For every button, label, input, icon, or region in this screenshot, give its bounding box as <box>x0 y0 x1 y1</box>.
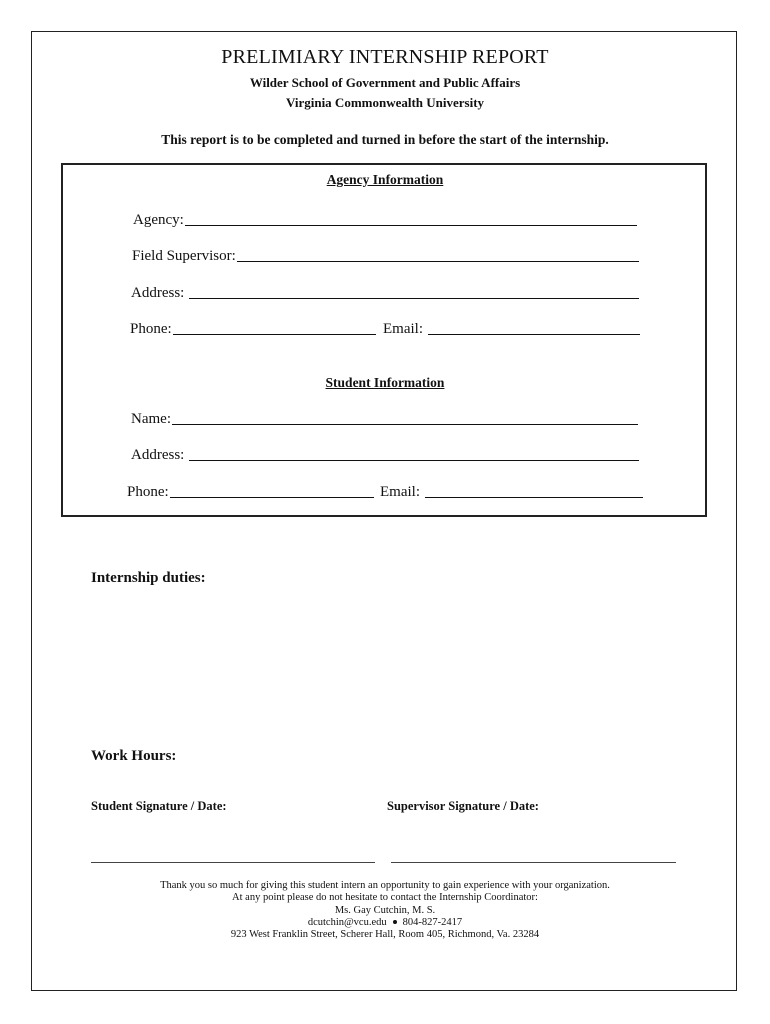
student-address-input-line[interactable] <box>189 460 639 461</box>
footer-address: 923 West Franklin Street, Scherer Hall, Room 405, Richmond, Va. 23284 <box>230 929 540 940</box>
field-supervisor-field[interactable] <box>132 245 639 265</box>
student-name-input-line[interactable] <box>172 424 638 425</box>
supervisor-signature-label: Supervisor Signature / Date: <box>387 799 539 813</box>
agency-address-field[interactable] <box>131 282 639 302</box>
student-name-label: Name: <box>131 411 171 427</box>
agency-email-label: Email: <box>383 321 423 337</box>
instruction-text: This report is to be completed and turned in before the start of the internship. <box>161 132 609 147</box>
student-signature-label: Student Signature / Date: <box>91 799 227 813</box>
agency-email-input-line[interactable] <box>428 334 640 335</box>
agency-label: Agency: <box>133 212 184 228</box>
student-phone-label: Phone: <box>127 484 169 500</box>
footer-contact-intro: At any point please do not hesitate to contact the Internship Coordinator: <box>232 892 538 903</box>
agency-field[interactable] <box>133 209 637 229</box>
bullet-icon <box>393 920 397 924</box>
student-address-field[interactable] <box>131 444 639 464</box>
agency-phone-field[interactable] <box>130 318 376 338</box>
student-email-field[interactable] <box>380 481 643 501</box>
agency-info-heading: Agency Information <box>326 172 444 187</box>
student-phone-field[interactable] <box>127 481 374 501</box>
field-supervisor-label: Field Supervisor: <box>132 248 236 264</box>
student-email-input-line[interactable] <box>425 497 643 498</box>
footer-phone: 804-827-2417 <box>402 917 463 928</box>
student-email-label: Email: <box>380 484 420 500</box>
supervisor-signature-line[interactable] <box>391 862 676 863</box>
agency-input-line[interactable] <box>185 225 637 226</box>
footer-contact-line <box>0 917 770 929</box>
agency-email-field[interactable] <box>383 318 640 338</box>
agency-phone-label: Phone: <box>130 321 172 337</box>
agency-address-input-line[interactable] <box>189 298 639 299</box>
student-phone-input-line[interactable] <box>170 497 374 498</box>
student-signature-line[interactable] <box>91 862 375 863</box>
page-title: PRELIMIARY INTERNSHIP REPORT <box>221 46 549 68</box>
university-name: Virginia Commonwealth University <box>285 95 485 110</box>
agency-address-label: Address: <box>131 285 185 301</box>
field-supervisor-input-line[interactable] <box>237 261 639 262</box>
student-address-label: Address: <box>131 447 185 463</box>
footer-email[interactable]: dcutchin@vcu.edu <box>307 917 387 928</box>
student-info-heading: Student Information <box>325 375 445 390</box>
agency-phone-input-line[interactable] <box>173 334 376 335</box>
internship-duties-label: Internship duties: <box>91 570 206 586</box>
footer-thanks: Thank you so much for giving this student intern an opportunity to gain experience with your organization. <box>160 880 610 891</box>
student-name-field[interactable] <box>131 408 638 428</box>
work-hours-label: Work Hours: <box>91 748 177 764</box>
school-name: Wilder School of Government and Public Affairs <box>249 75 521 90</box>
footer-coordinator: Ms. Gay Cutchin, M. S. <box>334 905 436 916</box>
